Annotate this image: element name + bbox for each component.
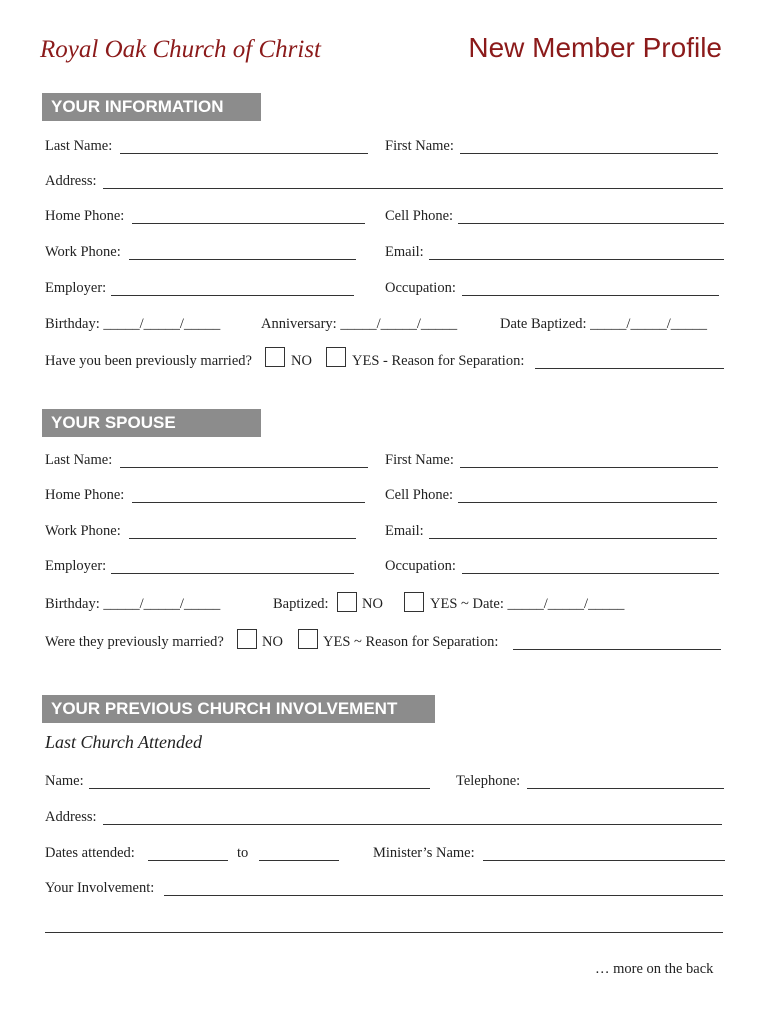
section-heading-previous-church: YOUR PREVIOUS CHURCH INVOLVEMENT (42, 695, 435, 723)
spouse-baptized-yes-date-field[interactable]: YES ~ Date: _____/_____/_____ (430, 596, 625, 612)
email-field[interactable] (429, 245, 724, 260)
church-address-label: Address: (45, 809, 97, 825)
your-involvement-label: Your Involvement: (45, 880, 155, 896)
cell-phone-label: Cell Phone: (385, 208, 454, 224)
dates-to-label: to (237, 845, 249, 861)
church-telephone-field[interactable] (527, 774, 724, 789)
address-field[interactable] (103, 174, 723, 189)
minister-name-label: Minister’s Name: (373, 845, 475, 861)
spouse-baptized-label: Baptized: (273, 596, 329, 612)
occupation-field[interactable] (462, 281, 719, 296)
dates-attended-to-field[interactable] (259, 846, 339, 861)
dates-attended-from-field[interactable] (148, 846, 228, 861)
address-label: Address: (45, 173, 97, 189)
first-name-field[interactable] (460, 139, 718, 154)
spouse-work-phone-field[interactable] (129, 524, 356, 539)
spouse-previously-married-no-checkbox[interactable] (237, 629, 257, 649)
spouse-first-name-field[interactable] (460, 453, 718, 468)
church-name-field[interactable] (89, 774, 430, 789)
email-label: Email: (385, 244, 424, 260)
spouse-yes-reason-label: YES ~ Reason for Separation: (323, 634, 499, 650)
spouse-birthday-field[interactable]: Birthday: _____/_____/_____ (45, 596, 221, 612)
spouse-email-field[interactable] (429, 524, 717, 539)
spouse-last-name-label: Last Name: (45, 452, 113, 468)
spouse-baptized-yes-checkbox[interactable] (404, 592, 424, 612)
spouse-baptized-no-checkbox[interactable] (337, 592, 357, 612)
your-involvement-field-continued[interactable] (45, 918, 723, 933)
dates-attended-label: Dates attended: (45, 845, 135, 861)
employer-label: Employer: (45, 280, 107, 296)
birthday-field[interactable]: Birthday: _____/_____/_____ (45, 316, 221, 332)
spouse-email-label: Email: (385, 523, 424, 539)
employer-field[interactable] (111, 281, 354, 296)
spouse-home-phone-field[interactable] (132, 488, 365, 503)
previously-married-label: Have you been previously married? (45, 353, 252, 369)
spouse-no-label: NO (262, 634, 283, 650)
last-name-field[interactable] (120, 139, 368, 154)
last-name-label: Last Name: (45, 138, 113, 154)
section-heading-your-information: YOUR INFORMATION (42, 93, 261, 121)
form-title: New Member Profile (468, 32, 722, 63)
previously-married-yes-checkbox[interactable] (326, 347, 346, 367)
home-phone-label: Home Phone: (45, 208, 125, 224)
church-telephone-label: Telephone: (456, 773, 521, 789)
section-heading-your-spouse: YOUR SPOUSE (42, 409, 261, 437)
spouse-occupation-field[interactable] (462, 559, 719, 574)
yes-reason-label: YES - Reason for Separation: (352, 353, 525, 369)
spouse-baptized-no-label: NO (362, 596, 383, 612)
home-phone-field[interactable] (132, 209, 365, 224)
spouse-previously-married-yes-checkbox[interactable] (298, 629, 318, 649)
spouse-last-name-field[interactable] (120, 453, 368, 468)
spouse-cell-phone-label: Cell Phone: (385, 487, 454, 503)
first-name-label: First Name: (385, 138, 454, 154)
reason-for-separation-field[interactable] (535, 354, 724, 369)
occupation-label: Occupation: (385, 280, 456, 296)
previously-married-no-checkbox[interactable] (265, 347, 285, 367)
church-name: Royal Oak Church of Christ (40, 36, 322, 63)
spouse-employer-label: Employer: (45, 558, 107, 574)
spouse-reason-for-separation-field[interactable] (513, 635, 721, 650)
work-phone-field[interactable] (129, 245, 356, 260)
spouse-home-phone-label: Home Phone: (45, 487, 125, 503)
no-label: NO (291, 353, 312, 369)
church-name-label: Name: (45, 773, 84, 789)
minister-name-field[interactable] (483, 846, 725, 861)
work-phone-label: Work Phone: (45, 244, 121, 260)
your-involvement-field[interactable] (164, 881, 723, 896)
spouse-cell-phone-field[interactable] (458, 488, 717, 503)
last-church-attended-subheading: Last Church Attended (45, 732, 202, 752)
more-on-back-note: … more on the back (595, 961, 714, 977)
date-baptized-field[interactable]: Date Baptized: _____/_____/_____ (500, 316, 707, 332)
cell-phone-field[interactable] (458, 209, 724, 224)
spouse-employer-field[interactable] (111, 559, 354, 574)
spouse-first-name-label: First Name: (385, 452, 454, 468)
anniversary-field[interactable]: Anniversary: _____/_____/_____ (261, 316, 458, 332)
church-address-field[interactable] (103, 810, 722, 825)
spouse-previously-married-label: Were they previously married? (45, 634, 224, 650)
spouse-work-phone-label: Work Phone: (45, 523, 121, 539)
spouse-occupation-label: Occupation: (385, 558, 456, 574)
